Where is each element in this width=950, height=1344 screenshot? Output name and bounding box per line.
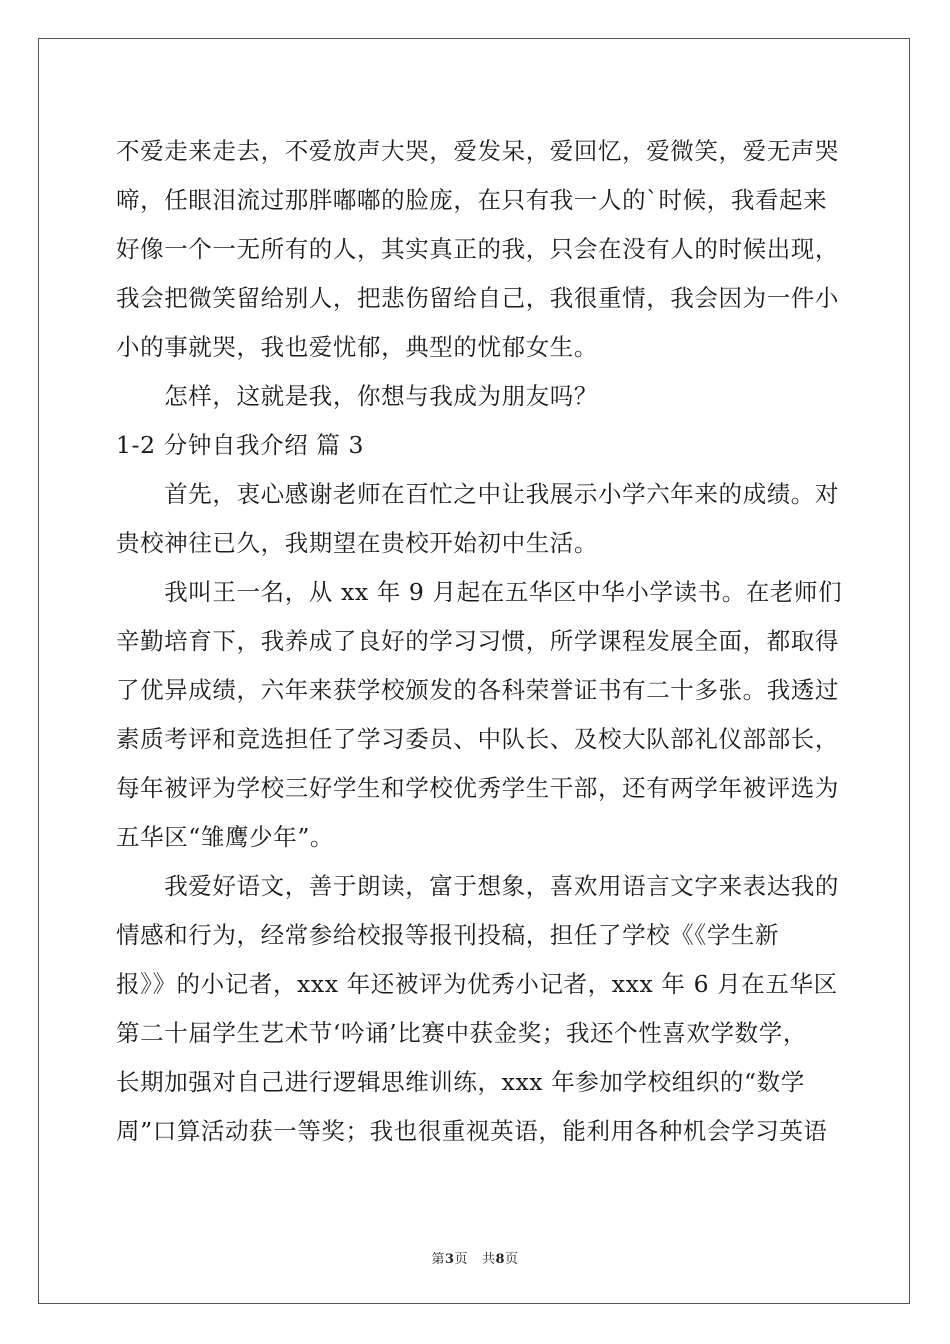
page-prefix: 第 <box>431 1252 445 1267</box>
text-line: 情感和行为，经常参给校报等报刊投稿，担任了学校《《学生新 <box>116 921 780 949</box>
text-line: 贵校神往已久，我期望在贵校开始初中生活。 <box>116 529 598 557</box>
total-pages: 8 <box>495 1252 506 1267</box>
section-heading: 1-2 分钟自我介绍 篇 3 <box>116 431 365 459</box>
text-line: 每年被评为学校三好学生和学校优秀学生干部，还有两学年被评选为 <box>116 774 839 802</box>
page-suffix: 页 <box>454 1252 469 1267</box>
text-line: 五华区“雏鹰少年”。 <box>116 823 335 851</box>
text-line: 长期加强对自己进行逻辑思维训练，xxx 年参加学校组织的“数学 <box>116 1068 805 1096</box>
document-body <box>116 127 843 1156</box>
text-line: 好像一个一无所有的人，其实真正的我，只会在没有人的时候出现， <box>116 235 839 263</box>
text-line: 我爱好语文，善于朗读，富于想象，喜欢用语言文字来表达我的 <box>116 872 839 900</box>
text-line: 怎样，这就是我，你想与我成为朋友吗？ <box>116 382 598 410</box>
text-line: 第二十届学生艺术节‘吟诵’比赛中获金奖；我还个性喜欢学数学， <box>116 1019 807 1047</box>
text-line: 报》》的小记者，xxx 年还被评为优秀小记者，xxx 年 6 月在五华区 <box>116 970 838 998</box>
text-line: 我叫王一名，从 xx 年 9 月起在五华区中华小学读书。在老师们 <box>116 578 843 606</box>
text-line: 辛勤培育下，我养成了良好的学习习惯，所学课程发展全面，都取得 <box>116 627 839 655</box>
text-line: 了优异成绩，六年来获学校颁发的各科荣誉证书有二十多张。我透过 <box>116 676 839 704</box>
text-line: 啼，任眼泪流过那胖嘟嘟的脸庞，在只有我一人的`时候，我看起来 <box>116 186 828 214</box>
total-prefix: 共 <box>481 1252 496 1267</box>
text-line: 不爱走来走去，不爱放声大哭，爱发呆，爱回忆，爱微笑，爱无声哭 <box>116 137 839 165</box>
total-suffix: 页 <box>505 1252 519 1267</box>
page-number: 3 <box>444 1252 455 1267</box>
text-line: 首先，衷心感谢老师在百忙之中让我展示小学六年来的成绩。对 <box>116 480 839 508</box>
text-line: 我会把微笑留给别人，把悲伤留给自己，我很重情，我会因为一件小 <box>116 284 839 312</box>
text-line: 小的事就哭，我也爱忧郁，典型的忧郁女生。 <box>116 333 598 361</box>
text-line: 周”口算活动获一等奖；我也很重视英语，能利用各种机会学习英语 <box>116 1117 828 1145</box>
page-footer <box>0 1248 950 1267</box>
text-line: 素质考评和竞选担任了学习委员、中队长、及校大队部礼仪部部长， <box>116 725 839 753</box>
